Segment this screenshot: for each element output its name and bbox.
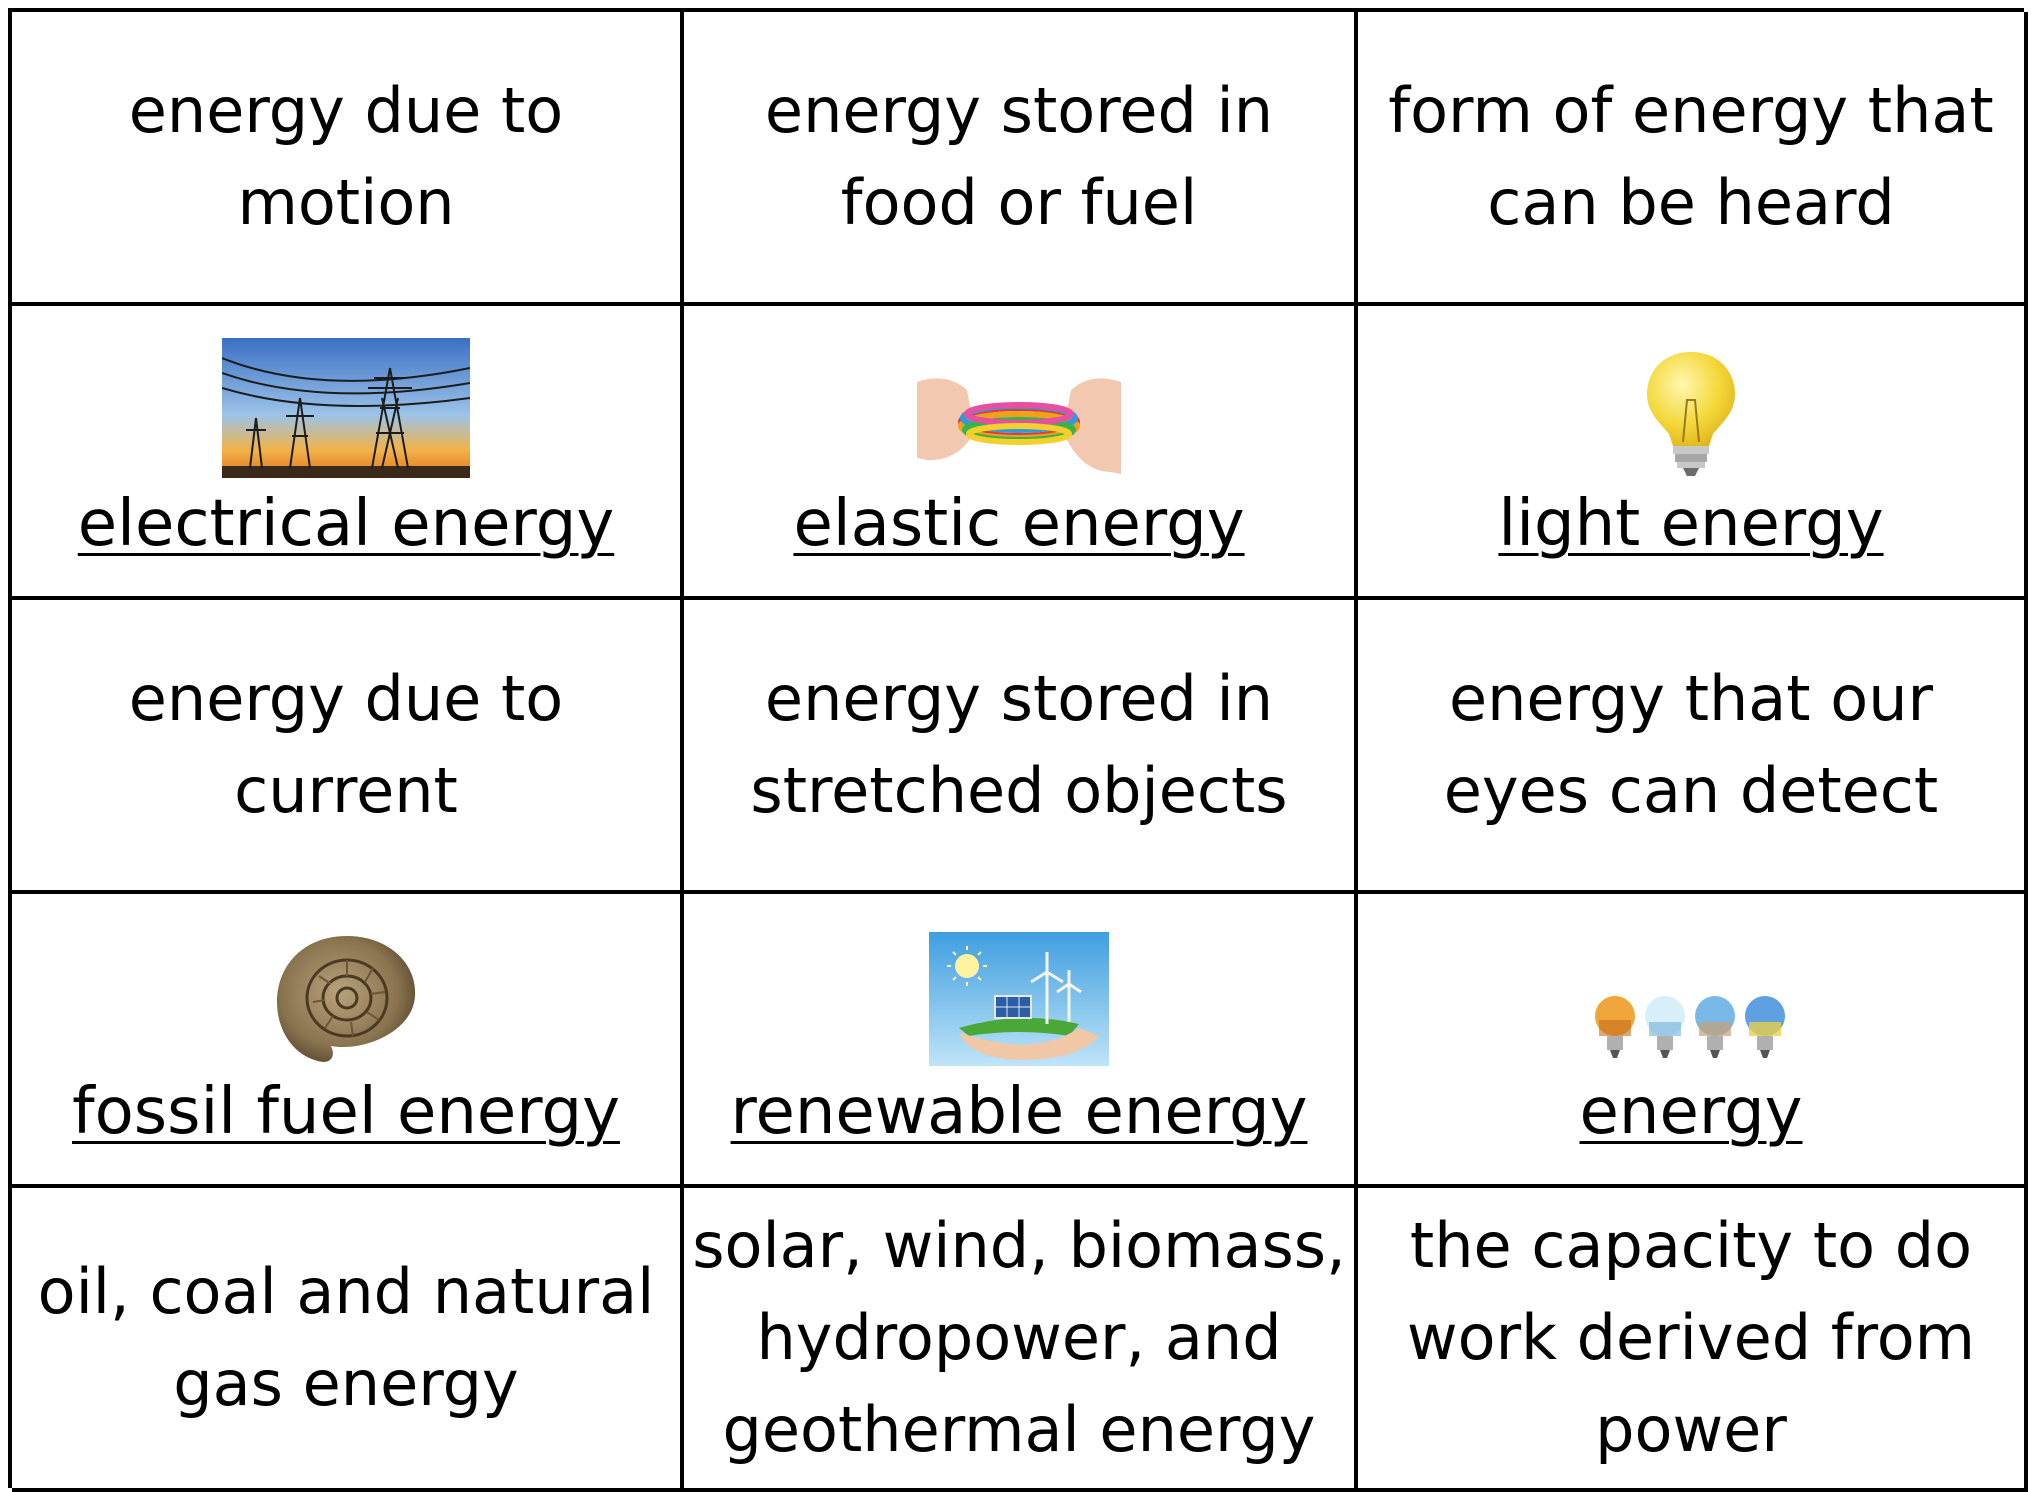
card-definition-renewable-examples xyxy=(684,1188,1358,1492)
hand-holding-green-energy-icon xyxy=(929,932,1109,1066)
card-term-renewable-energy xyxy=(684,894,1358,1188)
definition-text: form of energy that can be heard xyxy=(1388,74,1994,239)
card-definition-fossil-examples xyxy=(12,1188,684,1492)
card-definition-food-fuel xyxy=(684,12,1358,306)
card-term-light-energy xyxy=(1358,306,2028,600)
card-definition-current xyxy=(12,600,684,894)
card-definition-motion xyxy=(12,12,684,306)
definition-text: energy that our eyes can detect xyxy=(1443,662,1939,827)
card-definition-stretched xyxy=(684,600,1358,894)
ammonite-fossil-icon xyxy=(273,932,419,1066)
rubber-bands-icon xyxy=(917,362,1121,478)
term-label: elastic energy xyxy=(793,487,1245,561)
four-light-bulbs-icon xyxy=(1591,986,1791,1066)
term-label: energy xyxy=(1579,1075,1803,1149)
term-label: renewable energy xyxy=(730,1075,1308,1149)
power-lines-icon xyxy=(222,338,470,478)
card-definition-eyes xyxy=(1358,600,2028,894)
card-term-electrical-energy xyxy=(12,306,684,600)
term-label: light energy xyxy=(1498,487,1884,561)
definition-text: solar, wind, biomass, hydropower, and geothermal energy xyxy=(692,1209,1346,1466)
term-label: fossil fuel energy xyxy=(72,1075,620,1149)
card-term-fossil-fuel-energy xyxy=(12,894,684,1188)
definition-text: energy stored in stretched objects xyxy=(750,662,1288,827)
light-bulb-icon xyxy=(1643,348,1739,478)
card-term-energy xyxy=(1358,894,2028,1188)
term-label: electrical energy xyxy=(77,487,615,561)
card-term-elastic-energy xyxy=(684,306,1358,600)
card-definition-heard xyxy=(1358,12,2028,306)
vocabulary-card-grid xyxy=(8,8,2024,1488)
definition-text: energy due to motion xyxy=(128,74,564,239)
definition-text: energy stored in food or fuel xyxy=(764,74,1274,239)
definition-text: energy due to current xyxy=(128,662,564,827)
definition-text: oil, coal and natural gas energy xyxy=(37,1255,655,1420)
definition-text: the capacity to do work derived from power xyxy=(1406,1209,1976,1466)
card-definition-energy xyxy=(1358,1188,2028,1492)
